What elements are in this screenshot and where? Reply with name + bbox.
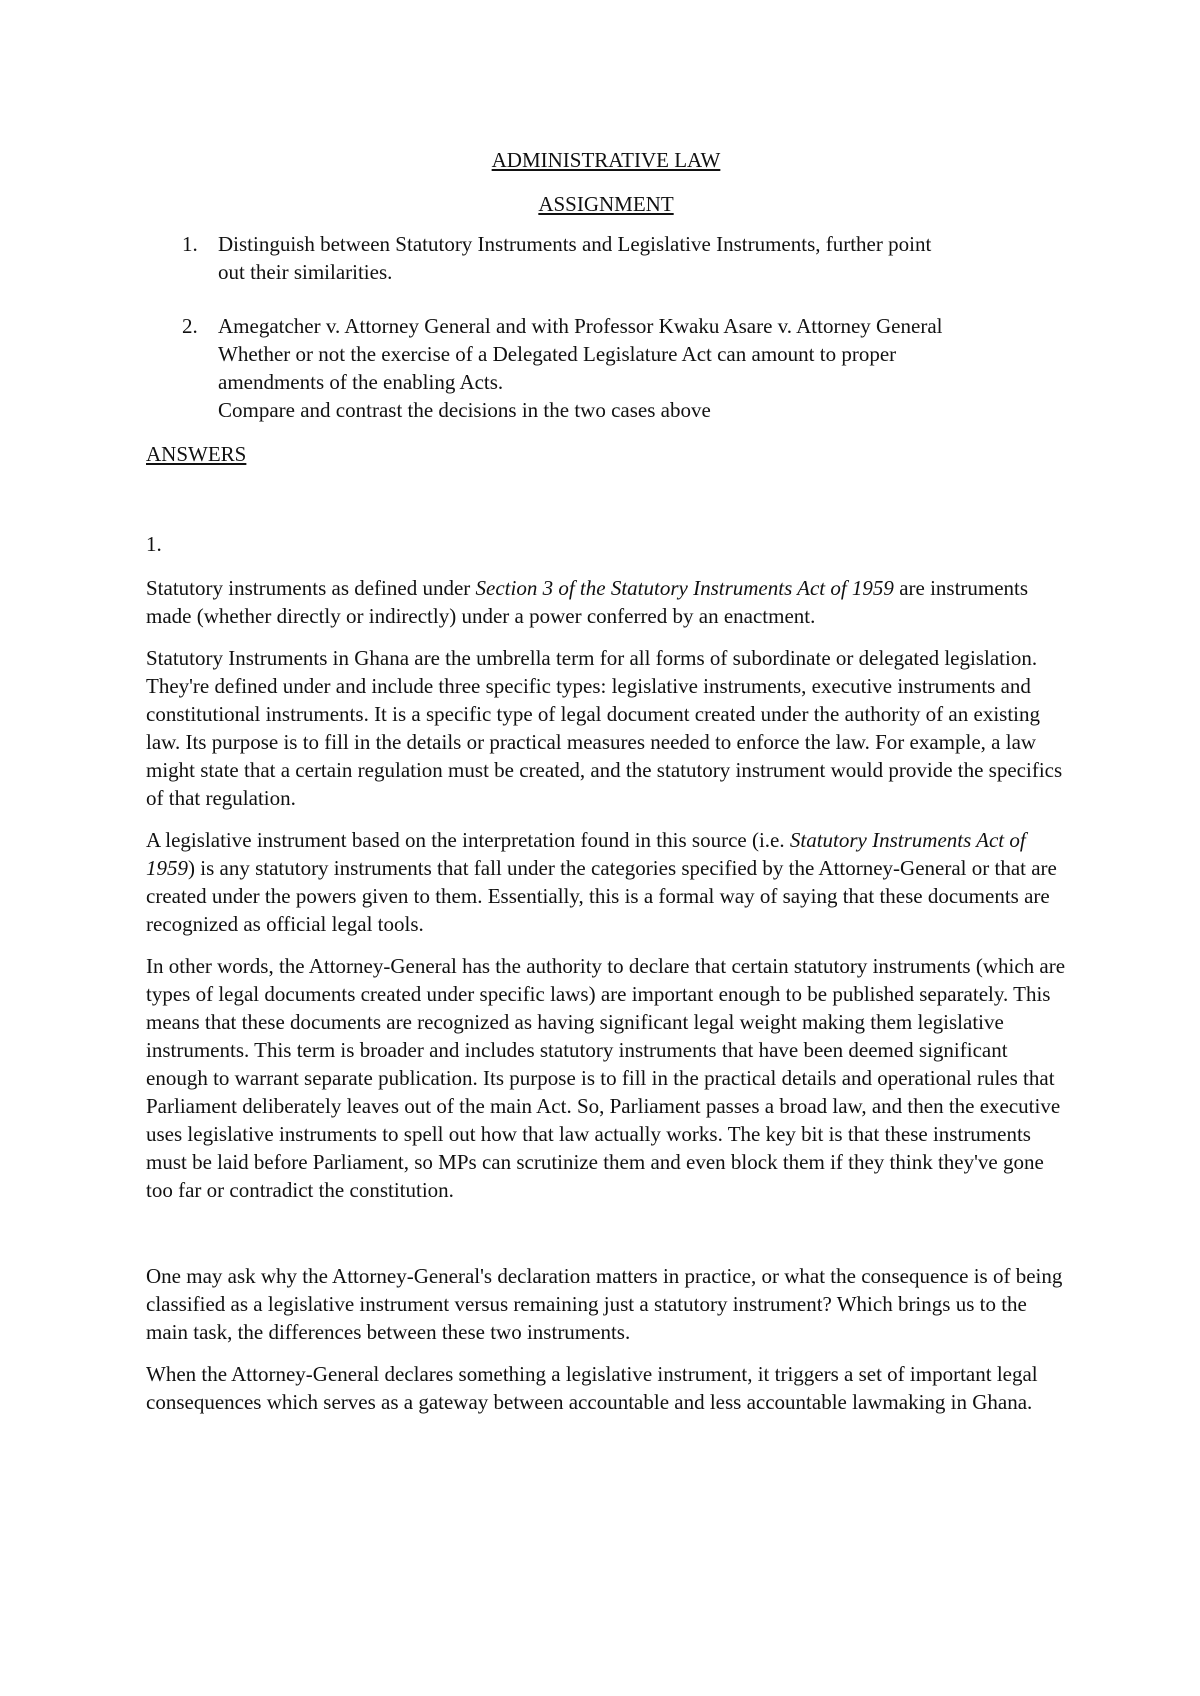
document-title: ADMINISTRATIVE LAW [491,148,721,172]
question-item [146,230,1066,286]
assignment-heading: ASSIGNMENT [538,192,674,216]
question-list [146,230,1066,424]
answer-paragraph: One may ask why the Attorney-General's declaration matters in practice, or what the consequence is of being classified as a legislative instrument versus remaining just a statutory instrument? Which brings us to the main task, the differences between these two instruments. [146,1264,1063,1344]
answer-paragraph: In other words, the Attorney-General has the authority to declare that certain statutory instruments (which are types of legal documents created under specific laws) are important enough to be published separately. This means that these documents are recognized as having significant legal weight making them legislative instruments. This term is broader and includes statutory instruments that have been deemed significant enough to warrant separate publication. Its purpose is to fill in the practical details and operational rules that Parliament deliberately leaves out of the main Act. So, Parliament passes a broad law, and then the executive uses legislative instruments to spell out how that law actually works. The key bit is that these instruments must be laid before Parliament, so MPs can scrutinize them and even block them if they think they've gone too far or contradict the constitution. [146,954,1066,1202]
answer-paragraph [146,826,1066,938]
statute-citation: Statutory Instruments Act of 1959 [146,828,1026,880]
paragraph-text: A legislative instrument based on the interpretation found in this source (i.e. [146,828,790,852]
answer-paragraph [146,574,1066,630]
paragraph-text: are instruments made (whether directly or indirectly) under a power conferred by an enactment. [146,576,1029,628]
answer-paragraph: When the Attorney-General declares something a legislative instrument, it triggers a set of important legal consequences which serves as a gateway between accountable and less accountable lawmaking in Ghana. [146,1362,1038,1414]
paragraph-text: Statutory instruments as defined under [146,576,476,600]
question-item [146,312,1066,424]
answer-paragraph: Statutory Instruments in Ghana are the umbrella term for all forms of subordinate or delegated legislation. They're defined under and include three specific types: legislative instruments, executive instruments and constitutional instruments. It is a specific type of legal document created under the authority of an existing law. Its purpose is to fill in the details or practical measures needed to enforce the law. For example, a law might state that a certain regulation must be created, and the statutory instrument would provide the specifics of that regulation. [146,646,1063,810]
statute-citation: Section 3 of the Statutory Instruments Act of 1959 [475,576,894,600]
paragraph-text: ) is any statutory instruments that fall under the categories specified by the Attorney-General or that are created under the powers given to them. Essentially, this is a formal way of saying that these documents are recognized as official legal tools. [146,856,1057,936]
answer-number: 1. [146,532,162,556]
question-number: 1. [182,232,198,256]
question-line: Compare and contrast the decisions in the two cases above [218,398,711,422]
question-line: amendments of the enabling Acts. [218,370,504,394]
question-line: Whether or not the exercise of a Delegated Legislature Act can amount to proper [218,342,897,366]
question-line: out their similarities. [218,260,393,284]
document-body [146,146,1066,1416]
question-line: Amegatcher v. Attorney General and with Professor Kwaku Asare v. Attorney General [218,314,943,338]
question-number: 2. [182,314,198,338]
answers-heading: ANSWERS [146,442,247,466]
question-line: Distinguish between Statutory Instruments and Legislative Instruments, further point [218,232,932,256]
